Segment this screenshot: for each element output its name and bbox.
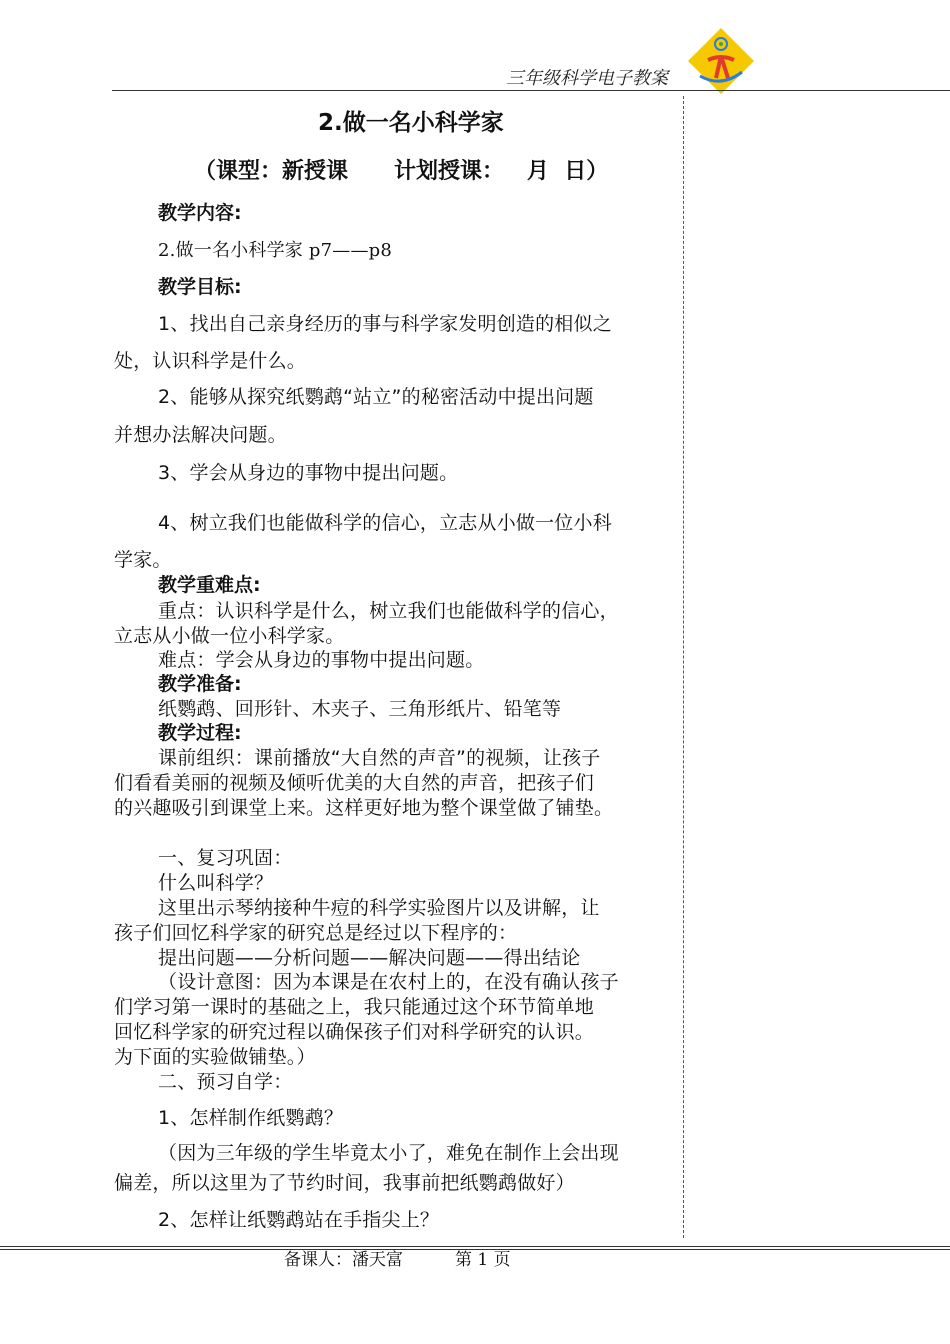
header-rule [112,90,950,91]
footer-page-number: 第 1 页 [455,1250,511,1270]
goal-2-line-2: 并想办法解决问题。 [114,424,287,446]
goal-4-line-2: 学家。 [114,549,172,571]
review-question: 什么叫科学？ [158,872,274,894]
difficulty-point: 难点：学会从身边的事物中提出问题。 [158,649,485,671]
goals-heading: 教学目标: [158,276,242,298]
intro-line-1: 课前组织：课前播放“大自然的声音”的视频，让孩子 [158,747,601,769]
keypoints-heading: 教学重难点: [158,574,261,596]
goal-3: 3、学会从身边的事物中提出问题。 [158,462,459,484]
design-line-3: 回忆科学家的研究过程以确保孩子们对科学研究的认识。 [114,1021,595,1043]
preview-heading: 二、预习自学： [158,1071,293,1093]
header-title: 三年级科学电子教案 [506,68,668,89]
key-point-line-1: 重点：认识科学是什么，树立我们也能做科学的信心， [158,600,619,622]
key-point-line-2: 立志从小做一位小科学家。 [114,625,345,647]
goal-1-line-1: 1、找出自己亲身经历的事与科学家发明创造的相似之 [158,313,612,335]
goal-2-line-1: 2、能够从探究纸鹦鹉“站立”的秘密活动中提出问题 [158,386,594,408]
prep-text: 纸鹦鹉、回形针、木夹子、三角形纸片、铅笔等 [158,698,562,720]
review-line-1: 这里出示琴纳接种牛痘的科学实验图片以及讲解，让 [158,897,600,919]
prep-heading: 教学准备: [158,673,242,695]
footer-preparer: 备课人：潘天富 [284,1250,403,1270]
school-logo-icon [686,26,756,96]
goal-4-line-1: 4、树立我们也能做科学的信心，立志从小做一位小科 [158,512,612,534]
lesson-title: 2.做一名小科学家 [318,110,504,136]
content-text: 2.做一名小科学家 p7——p8 [158,240,393,261]
margin-dashed-line [683,96,684,1238]
design-line-1: （设计意图：因为本课是在农村上的，在没有确认孩子 [158,971,619,993]
review-heading: 一、复习巩固： [158,847,293,869]
review-line-2: 孩子们回忆科学家的研究总是经过以下程序的： [114,922,518,944]
lesson-subtitle: （课型：新授课 计划授课： 月 日） [194,159,609,184]
design-line-2: 们学习第一课时的基础之上，我只能通过这个环节简单地 [114,996,595,1018]
preview-question-2: 2、怎样让纸鹦鹉站在手指尖上？ [158,1209,440,1231]
intro-line-3: 的兴趣吸引到课堂上来。这样更好地为整个课堂做了铺垫。 [114,797,614,819]
review-line-3: 提出问题——分析问题——解决问题——得出结论 [158,947,581,969]
content-heading: 教学内容: [158,202,242,224]
goal-1-line-2: 处，认识科学是什么。 [114,350,307,372]
intro-line-2: 们看看美丽的视频及倾听优美的大自然的声音，把孩子们 [114,772,595,794]
preview-question-1: 1、怎样制作纸鹦鹉？ [158,1107,344,1129]
design-line-4: 为下面的实验做铺垫。） [114,1046,316,1068]
preview-note-line-2: 偏差，所以这里为了节约时间，我事前把纸鹦鹉做好） [114,1172,575,1194]
process-heading: 教学过程: [158,722,242,744]
preview-note-line-1: （因为三年级的学生毕竟太小了，难免在制作上会出现 [158,1142,619,1164]
